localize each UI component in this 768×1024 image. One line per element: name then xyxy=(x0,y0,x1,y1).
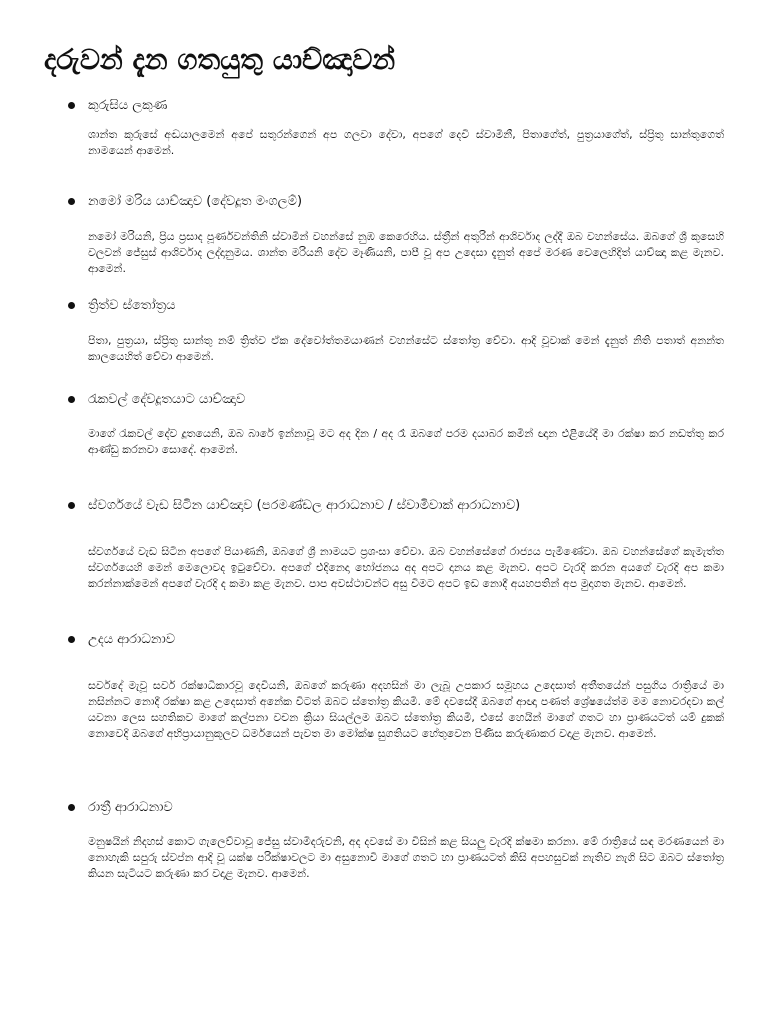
section-heading-text: රැකවල් දේවදූතයාට යාච්ඤාව xyxy=(88,392,246,407)
section-body: සර්වදේ මැවූ සර්ව රක්ෂාධිකාරවූ දෙවියනි, ඔබගේ කරුණා අදහසින් මා ලැබූ උපකාර සමූහය උදෙසාත් අතීතයේන් පසුගිය රාත්‍රියේ මා නසින්නට නොදී රක්ෂා කළ උදෙසාත් අනේක විටත් ඔබට ස්තෝත්‍ර කියමි. මේ දවසේදී ඔබගේ ආඥා පණත් ශ්‍රේෂයේත්ම මම නොවරදවා කල් යවනා ලෙස සහතිකව මාගේ කල්පනා වචන ක්‍රියා සියල්ලම ඔබට ස්තෝත්‍ර කියමි, එසේ හෙයින් මාගේ ගතට හා ප්‍රාණයටත් යම් දුකක් නොවෙදි ඔබගේ අභිප්‍රායානුකූලව ධර්මයෙන් පැවත මා මෝක්ෂ සුගතියට හේතුවෙන පිණිස කරුණාකර වදාළ මැනව. ආමෙන්. xyxy=(88,679,724,740)
section-heading xyxy=(68,190,748,214)
section-heading-text: ත්‍රිත්ව ස්තෝත්‍රය xyxy=(88,298,176,313)
bullet-icon xyxy=(68,102,75,109)
section-heading-text: රාත්‍රී ආරාධනාව xyxy=(88,800,173,815)
prayer-section-morning xyxy=(0,628,768,768)
section-body: ස්වර්ගයේ වැඩ සිටින අපගේ පියාණනි, ඔබගේ ශ්‍රී නාමයට ප්‍රශංසා වේවා. ඔබ වහන්සේගේ රාජ්‍යය පැමිණේවා. ඔබ වහන්සේගේ කැමැත්ත ස්වර්ගයෙහි මෙන් මෙලොවද ඉටුවේවා. අපගේ එදිනෙදා භෝජනය අද අපට දානය කළ මැනව. අපට වැරදි කරන අයගේ වැරදි අප කමා කරන්නාක්මෙන් අපගේ වැරදි ද කමා කළ මැනව. පාප අවස්ථාවන්ට අසු විමට අපට ඉඩ නොදී අයහපතින් අප මුදාගත මැනව. ආමෙන්. xyxy=(88,545,724,590)
section-heading-text: කුරුසිය ලකුණ xyxy=(88,98,168,113)
section-heading xyxy=(68,94,748,118)
prayer-section-trinity xyxy=(0,294,768,374)
prayer-section-sign-of-cross xyxy=(0,94,768,174)
section-body: මනුෂයින් නිදහස් කොට ගැලෙව්වාවූ ජේසු ස්වාමිදරුවනි, අද දවසේ මා විසින් කළ සියලු වැරදි ක්ෂමා කරනා. මේ රාත්‍රියේ සඳ මරණයෙන් මා නොහැකි සපුරු ස්වප්න ආදි වූ යක්ෂ පරික්ෂාවලට මා අසුනොවී මාගේ ගතට හා ප්‍රාණයටත් කිසි අපහසුවක් නැතිව නැගි සිට ඔබට ස්තෝත්‍ර කියන සැටියට කරුණා කර වදාළ මැනව. ආමෙන්. xyxy=(88,835,724,880)
section-heading-text: උදය ආරාධනාව xyxy=(88,632,176,647)
prayer-section-our-father xyxy=(0,494,768,634)
section-heading-text: නමෝ මරිය යාච්ඤාව (දේවදූත මංගලම්) xyxy=(88,194,303,209)
prayer-section-guardian-angel xyxy=(0,388,768,468)
section-body: ශාන්ත කුරුසේ අඬයාලමෙන් අපේ සතුරන්ගෙන් අප ගලවා දේවා, අපගේ දෙවි ස්වාමිනී, පිතාගේත්, පුත්‍රයාගේත්, ස්ප්‍රිතු සාන්තුගෙත් නාමයෙන් ආමෙන්. xyxy=(88,128,724,157)
section-body: නමෝ මරියනි, ප්‍රිය ප්‍රසාද පූර්ණවන්තිනි ස්වාමීන් වහන්සේ නුඹ කෙරෙහිය. ස්ත්‍රීන් අතුරින් ආශිර්වාද ලද්දී ඔබ වහන්සේය. ඔබගේ ශ්‍රී කුසෙහි වලවන් ජේසුස් ආශිර්වාද ලද්දානුමය. ශාන්ත මරියනි දේව මෑණියනි, පාපී වූ අප උදෙසා දැනුත් අපේ මරණ වෙලෙහිදිත් යාච්ඤා කළ මැනව. ආමෙන්. xyxy=(88,230,724,275)
bullet-icon xyxy=(68,804,75,811)
page-title: දරුවන් දැන ගතයුතු යාච්ඤාවන් xyxy=(44,43,396,76)
bullet-icon xyxy=(68,198,75,205)
section-heading xyxy=(68,494,748,518)
section-body: මාගේ රැකවල් දේව දූතයෙනි, ඔබ බාරේ ඉන්නාවූ මට අද දින / අද රෑ ඔබගේ පරම දයාබර කමින් ඥාන එළියේදී මා රක්ෂා කර නඩත්තු කර ආණ්ඩු කරනවා සොදේ. ආමෙන්. xyxy=(88,427,724,456)
prayer-section-night xyxy=(0,796,768,896)
section-body: පිතා, පුත්‍රයා, ස්ප්‍රිතු සාන්තු නම් ත්‍රිත්ව ඒක දේවෝත්තමයාණන් වහන්සේට ස්තෝත්‍ර වේවා. ආදි වූවාක් මෙන් දැනුත් නිති පතාත් අනන්ත කාලයෙහිත් වේවා ආමෙන්. xyxy=(88,334,724,363)
section-heading-text: ස්වර්ගයේ වැඩ සිටින යාච්ඤාව (පරමණ්ඩල ආරාධනාව / ස්වාමිවාක් ආරාධනාව) xyxy=(88,498,521,513)
bullet-icon xyxy=(68,302,75,309)
section-heading xyxy=(68,628,748,652)
bullet-icon xyxy=(68,636,75,643)
prayer-section-hail-mary xyxy=(0,190,768,290)
section-heading xyxy=(68,796,748,820)
section-heading xyxy=(68,388,748,412)
bullet-icon xyxy=(68,396,75,403)
section-heading xyxy=(68,294,748,318)
bullet-icon xyxy=(68,502,75,509)
